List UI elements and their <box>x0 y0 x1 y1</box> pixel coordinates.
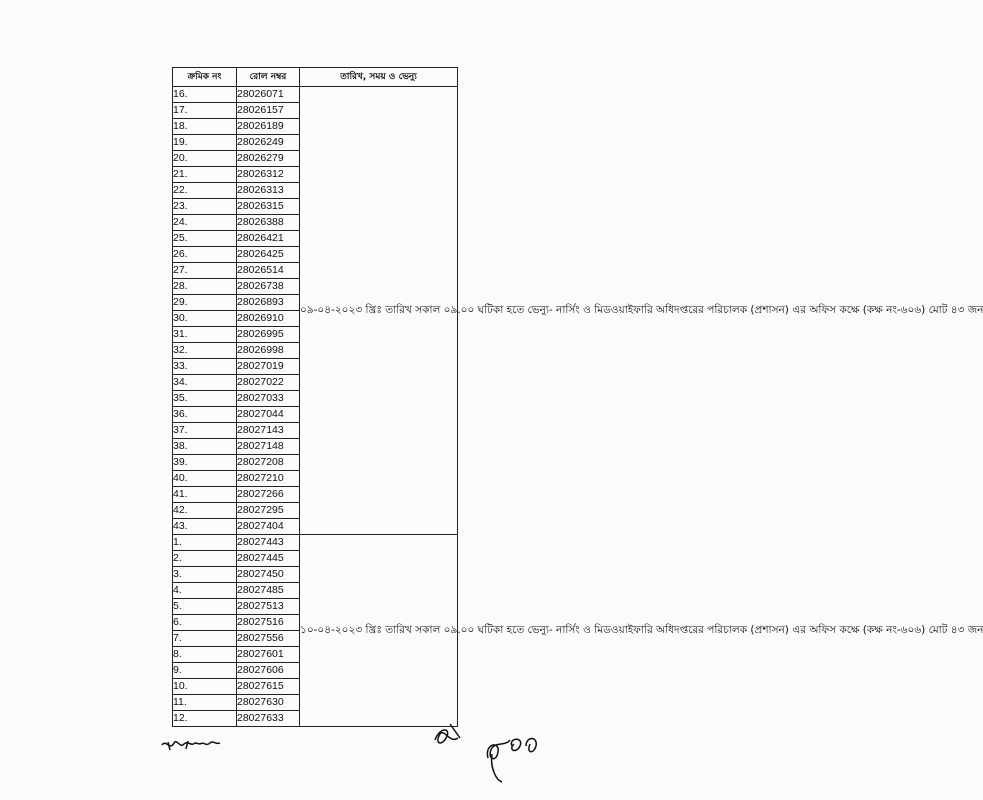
roll-number-cell: 28027443 <box>237 535 300 551</box>
roll-number-cell: 28026313 <box>237 183 300 199</box>
roll-number-cell: 28026279 <box>237 151 300 167</box>
roll-number-cell: 28026312 <box>237 167 300 183</box>
serial-cell: 28. <box>173 279 237 295</box>
handwritten-signature-right <box>430 718 580 788</box>
header-date-venue: তারিখ, সময় ও ভেন্যু <box>300 68 458 87</box>
venue-cell: ০৯-০৪-২০২৩ খ্রিঃ তারিখ সকাল ০৯.০০ ঘটিকা হতে ভেন্যু- নার্সিং ও মিডওয়াইফারি অধিদপ্তরের পরিচালক (প্রশাসন) এর অফিস কক্ষে (কক্ষ নং-৬০৬) মোট ৪৩ জন <box>300 87 458 535</box>
roll-number-cell: 28027630 <box>237 695 300 711</box>
roll-number-cell: 28026425 <box>237 247 300 263</box>
roll-number-cell: 28027485 <box>237 583 300 599</box>
roll-number-cell: 28026995 <box>237 327 300 343</box>
roll-number-cell: 28027606 <box>237 663 300 679</box>
serial-cell: 32. <box>173 343 237 359</box>
serial-cell: 2. <box>173 551 237 567</box>
serial-cell: 20. <box>173 151 237 167</box>
roll-number-cell: 28026189 <box>237 119 300 135</box>
table-row <box>173 87 458 103</box>
serial-cell: 9. <box>173 663 237 679</box>
roll-number-cell: 28027516 <box>237 615 300 631</box>
roll-number-cell: 28026315 <box>237 199 300 215</box>
serial-cell: 8. <box>173 647 237 663</box>
serial-cell: 23. <box>173 199 237 215</box>
roll-number-cell: 28026514 <box>237 263 300 279</box>
roll-number-cell: 28027019 <box>237 359 300 375</box>
roll-number-cell: 28027143 <box>237 423 300 439</box>
serial-cell: 3. <box>173 567 237 583</box>
roll-number-cell: 28027633 <box>237 711 300 727</box>
roll-number-cell: 28026157 <box>237 103 300 119</box>
serial-cell: 21. <box>173 167 237 183</box>
serial-cell: 37. <box>173 423 237 439</box>
roll-number-cell: 28026998 <box>237 343 300 359</box>
serial-cell: 11. <box>173 695 237 711</box>
serial-cell: 25. <box>173 231 237 247</box>
serial-cell: 31. <box>173 327 237 343</box>
serial-cell: 42. <box>173 503 237 519</box>
serial-cell: 16. <box>173 87 237 103</box>
serial-cell: 43. <box>173 519 237 535</box>
serial-cell: 4. <box>173 583 237 599</box>
serial-cell: 39. <box>173 455 237 471</box>
serial-cell: 17. <box>173 103 237 119</box>
serial-cell: 12. <box>173 711 237 727</box>
roll-number-cell: 28027033 <box>237 391 300 407</box>
serial-cell: 27. <box>173 263 237 279</box>
serial-cell: 35. <box>173 391 237 407</box>
serial-cell: 26. <box>173 247 237 263</box>
serial-cell: 18. <box>173 119 237 135</box>
header-roll: রোল নম্বর <box>237 68 300 87</box>
roll-number-cell: 28027022 <box>237 375 300 391</box>
roll-number-cell: 28027295 <box>237 503 300 519</box>
serial-cell: 38. <box>173 439 237 455</box>
venue-cell: ১০-০৪-২০২৩ খ্রিঃ তারিখ সকাল ০৯.০০ ঘটিকা হতে ভেন্যু- নার্সিং ও মিডওয়াইফারি অধিদপ্তরের পরিচালক (প্রশাসন) এর অফিস কক্ষে (কক্ষ নং-৬০৬) মোট ৪৩ জন <box>300 535 458 727</box>
roll-number-cell: 28026388 <box>237 215 300 231</box>
roll-number-cell: 28027601 <box>237 647 300 663</box>
roll-number-cell: 28027044 <box>237 407 300 423</box>
roll-number-cell: 28027404 <box>237 519 300 535</box>
header-serial: ক্রমিক নং <box>173 68 237 87</box>
serial-cell: 19. <box>173 135 237 151</box>
serial-cell: 5. <box>173 599 237 615</box>
roll-number-cell: 28027210 <box>237 471 300 487</box>
roll-number-cell: 28027615 <box>237 679 300 695</box>
serial-cell: 22. <box>173 183 237 199</box>
table-header <box>173 68 458 87</box>
roll-number-cell: 28027266 <box>237 487 300 503</box>
roll-table <box>172 67 983 727</box>
serial-cell: 30. <box>173 311 237 327</box>
roll-number-cell: 28026249 <box>237 135 300 151</box>
serial-cell: 40. <box>173 471 237 487</box>
roll-number-cell: 28026071 <box>237 87 300 103</box>
table-row <box>173 535 458 551</box>
handwritten-signature-left <box>158 735 228 759</box>
serial-cell: 41. <box>173 487 237 503</box>
serial-cell: 34. <box>173 375 237 391</box>
roll-number-cell: 28027556 <box>237 631 300 647</box>
roll-number-cell: 28027208 <box>237 455 300 471</box>
roll-number-cell: 28027450 <box>237 567 300 583</box>
serial-cell: 7. <box>173 631 237 647</box>
roll-number-cell: 28026910 <box>237 311 300 327</box>
roll-number-cell: 28026421 <box>237 231 300 247</box>
serial-cell: 33. <box>173 359 237 375</box>
serial-cell: 29. <box>173 295 237 311</box>
roll-number-cell: 28027148 <box>237 439 300 455</box>
serial-cell: 36. <box>173 407 237 423</box>
roll-number-cell: 28026893 <box>237 295 300 311</box>
roll-number-cell: 28027513 <box>237 599 300 615</box>
serial-cell: 10. <box>173 679 237 695</box>
serial-cell: 6. <box>173 615 237 631</box>
table-body <box>173 87 983 727</box>
serial-cell: 1. <box>173 535 237 551</box>
serial-cell: 24. <box>173 215 237 231</box>
roll-number-cell: 28026738 <box>237 279 300 295</box>
roll-number-cell: 28027445 <box>237 551 300 567</box>
